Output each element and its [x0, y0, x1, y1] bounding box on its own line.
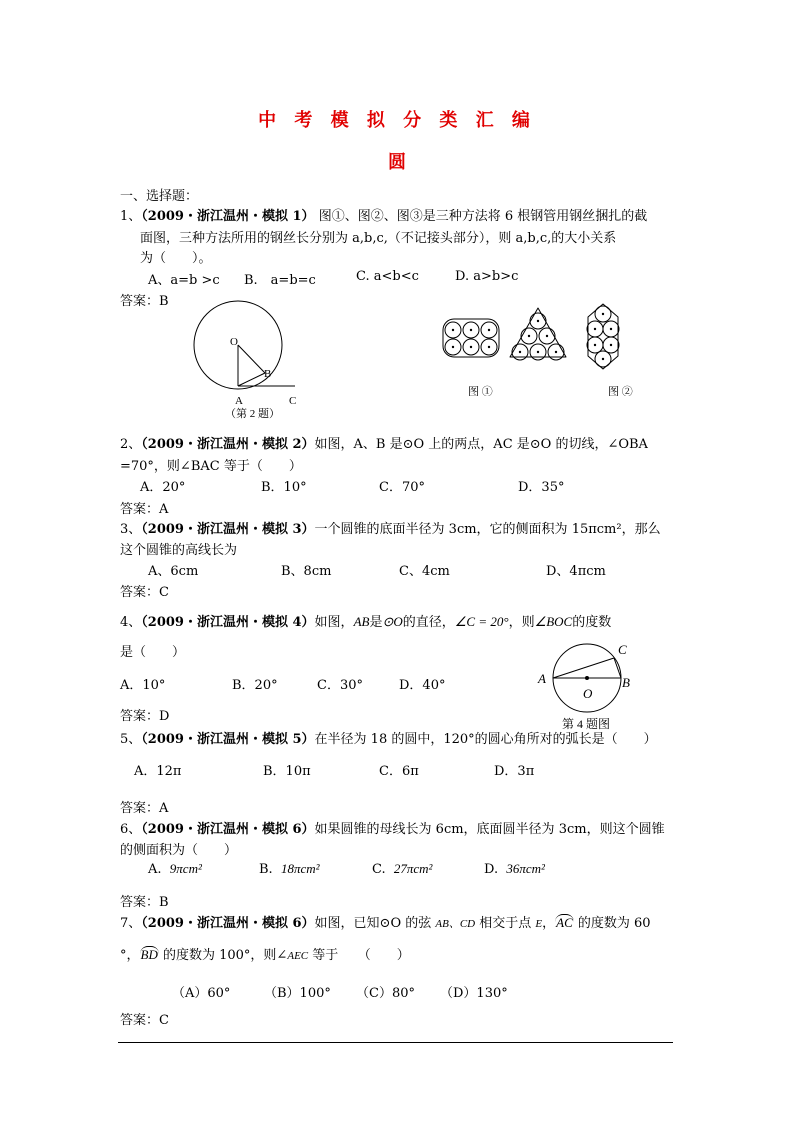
question-7-line-2	[120, 944, 410, 963]
q5-option-c: C．6π	[379, 764, 419, 779]
q6-option-a-letter: A.	[148, 862, 162, 877]
q6-option-a-value: 9πcm²	[169, 861, 202, 876]
question-7-text-h: 的度数为 100°，则∠	[158, 948, 288, 963]
q3-option-c: C、4cm	[399, 564, 450, 579]
question-7-source: （2009・浙江温州・模拟 6）	[141, 916, 315, 931]
question-7-angle-aec: AEC	[287, 950, 309, 962]
q6-option-b	[259, 861, 320, 877]
question-4-ab: AB	[353, 614, 370, 629]
page-title: 中 考 模 拟 分 类 汇 编	[258, 110, 536, 131]
q5-option-b: B．10π	[263, 764, 311, 779]
fig2-label-c: C	[289, 395, 297, 407]
question-6-number: 6、	[120, 822, 142, 837]
footer-divider	[118, 1042, 673, 1043]
fig4-label-b: B	[622, 675, 630, 690]
question-7-text-f: 的度数为 60	[573, 916, 651, 931]
question-7-arc-bd: BD	[140, 947, 158, 962]
q2-option-b: B．10°	[261, 480, 307, 495]
question-4-text-c: 的直径，	[402, 615, 455, 630]
question-7-number: 7、	[120, 916, 142, 931]
q6-option-c	[372, 861, 432, 877]
fig4-label-c: C	[618, 642, 627, 657]
q4-option-b: B．20°	[232, 678, 278, 693]
question-7-text-a: 如图，已知⊙O 的弦	[314, 916, 436, 931]
question-2-line-1	[120, 433, 648, 452]
fig4-caption: 第 4 题图	[562, 717, 611, 730]
q4-option-d: D．40°	[399, 678, 446, 693]
q2-option-d: D．35°	[518, 480, 565, 495]
q5-option-a: A．12π	[134, 764, 182, 779]
question-3-line-1	[120, 518, 661, 537]
q6-option-a	[148, 861, 202, 877]
q1-option-c: C. a<b<c	[356, 269, 419, 284]
fig2-label-a: A	[235, 395, 243, 407]
q3-answer: 答案：C	[120, 585, 169, 600]
question-4-circle-o: ⊙O	[382, 614, 403, 629]
question-7-arc-ac: AC	[556, 915, 573, 930]
q3-option-a: A、6cm	[148, 564, 199, 579]
q6-option-c-letter: C.	[372, 862, 386, 877]
question-4-source: （2009・浙江温州・模拟 4）	[141, 615, 315, 630]
question-7-text-e: ，	[542, 916, 556, 931]
question-4-text-b: 是	[369, 615, 383, 630]
q6-option-d-letter: D.	[484, 862, 499, 877]
q1-option-b: B. a=b=c	[244, 273, 316, 288]
fig4-label-o: O	[583, 686, 593, 701]
question-1-figure	[440, 302, 640, 396]
question-4-figure	[534, 636, 638, 730]
q7-answer: 答案：C	[120, 1013, 169, 1028]
question-5-line-1	[120, 728, 657, 747]
q1-option-a: A、a=b >c	[148, 273, 220, 288]
q5-answer: 答案：A	[120, 801, 169, 816]
question-4-line-1	[120, 611, 611, 630]
question-2-figure	[185, 295, 315, 425]
fig2-label-o: O	[230, 336, 238, 348]
question-4-angle-c: ∠C = 20°	[454, 614, 509, 629]
question-2-number: 2、	[120, 437, 142, 452]
q5-option-d: D．3π	[494, 764, 535, 779]
q7-option-c: （C）80°	[356, 986, 415, 1001]
question-7-point-e: E	[535, 918, 543, 930]
q6-option-d	[484, 861, 545, 877]
fig1-label-2: 图 ②	[608, 386, 633, 396]
q1-answer: 答案：B	[120, 294, 169, 309]
question-3-text: 一个圆锥的底面半径为 3cm，它的侧面积为 15πcm²，那么	[314, 522, 661, 537]
question-6-text: 如果圆锥的母线长为 6cm，底面圆半径为 3cm，则这个圆锥	[314, 822, 665, 837]
question-1-line-3: 为（ ）。	[140, 251, 212, 266]
question-4-number: 4、	[120, 615, 142, 630]
question-3-source: （2009・浙江温州・模拟 3）	[141, 522, 315, 537]
fig2-caption: （第 2 题）	[225, 408, 280, 420]
fig4-label-a: A	[538, 671, 546, 686]
question-2-line-2: =70°，则∠BAC 等于（ ）	[120, 459, 302, 474]
q7-option-d: （D）130°	[440, 986, 508, 1001]
question-1-line-1	[120, 205, 647, 224]
q6-option-b-letter: B.	[259, 862, 273, 877]
q4-answer: 答案：D	[120, 709, 170, 724]
question-2-text: 如图，A、B 是⊙O 上的两点，AC 是⊙O 的切线，∠OBA	[314, 437, 648, 452]
question-4-angle-boc: ∠BOC	[534, 614, 573, 629]
question-6-line-2: 的侧面积为（ ）	[120, 843, 238, 858]
q4-option-c: C．30°	[317, 678, 363, 693]
question-4-line-2: 是（ ）	[120, 645, 186, 660]
question-7-line-1	[120, 912, 651, 931]
question-1-number: 1、	[120, 209, 142, 224]
question-1-line-2: 面图，三种方法所用的钢丝长分别为 a,b,c,（不记接头部分），则 a,b,c,的大小关系	[140, 231, 617, 246]
q7-option-b: （B）100°	[264, 986, 331, 1001]
question-4-text-e: 的度数	[572, 615, 612, 630]
q4-option-a: A．10°	[120, 678, 166, 693]
q1-option-d: D. a>b>c	[455, 269, 519, 284]
q3-option-d: D、4πcm	[546, 564, 606, 579]
question-7-text-g: °，	[120, 948, 140, 963]
question-5-source: （2009・浙江温州・模拟 5）	[141, 732, 315, 747]
q6-option-c-value: 27πcm²	[393, 861, 433, 876]
question-7-chords: AB、CD	[435, 918, 476, 930]
q2-option-c: C．70°	[379, 480, 425, 495]
question-5-text: 在半径为 18 的圆中，120°的圆心角所对的弧长是（ ）	[314, 732, 657, 747]
q6-answer: 答案：B	[120, 895, 169, 910]
q7-option-a: （A）60°	[172, 986, 231, 1001]
question-3-line-2: 这个圆锥的高线长为	[120, 543, 238, 558]
question-2-source: （2009・浙江温州・模拟 2）	[141, 437, 315, 452]
question-1-source: （2009・浙江温州・模拟 1）	[141, 209, 315, 224]
question-6-source: （2009・浙江温州・模拟 6）	[141, 822, 315, 837]
question-4-text-d: ，则	[508, 615, 535, 630]
question-4-text-a: 如图，	[314, 615, 354, 630]
question-7-text-i: 等于 （ ）	[308, 948, 410, 963]
q6-option-b-value: 18πcm²	[280, 861, 320, 876]
question-1-text: 图①、图②、图③是三种方法将 6 根钢管用钢丝捆扎的截	[318, 209, 648, 224]
section-heading: 一、选择题：	[120, 189, 199, 204]
page-subtitle: 圆	[388, 152, 406, 173]
fig1-label-1: 图 ①	[468, 386, 493, 396]
question-5-number: 5、	[120, 732, 142, 747]
question-6-line-1	[120, 818, 665, 837]
question-7-text-c: 相交于点	[475, 916, 536, 931]
q2-answer: 答案：A	[120, 502, 169, 517]
question-3-number: 3、	[120, 522, 142, 537]
fig2-label-b: B	[264, 368, 272, 380]
q2-option-a: A．20°	[140, 480, 186, 495]
q6-option-d-value: 36πcm²	[506, 861, 545, 876]
q3-option-b: B、8cm	[281, 564, 332, 579]
